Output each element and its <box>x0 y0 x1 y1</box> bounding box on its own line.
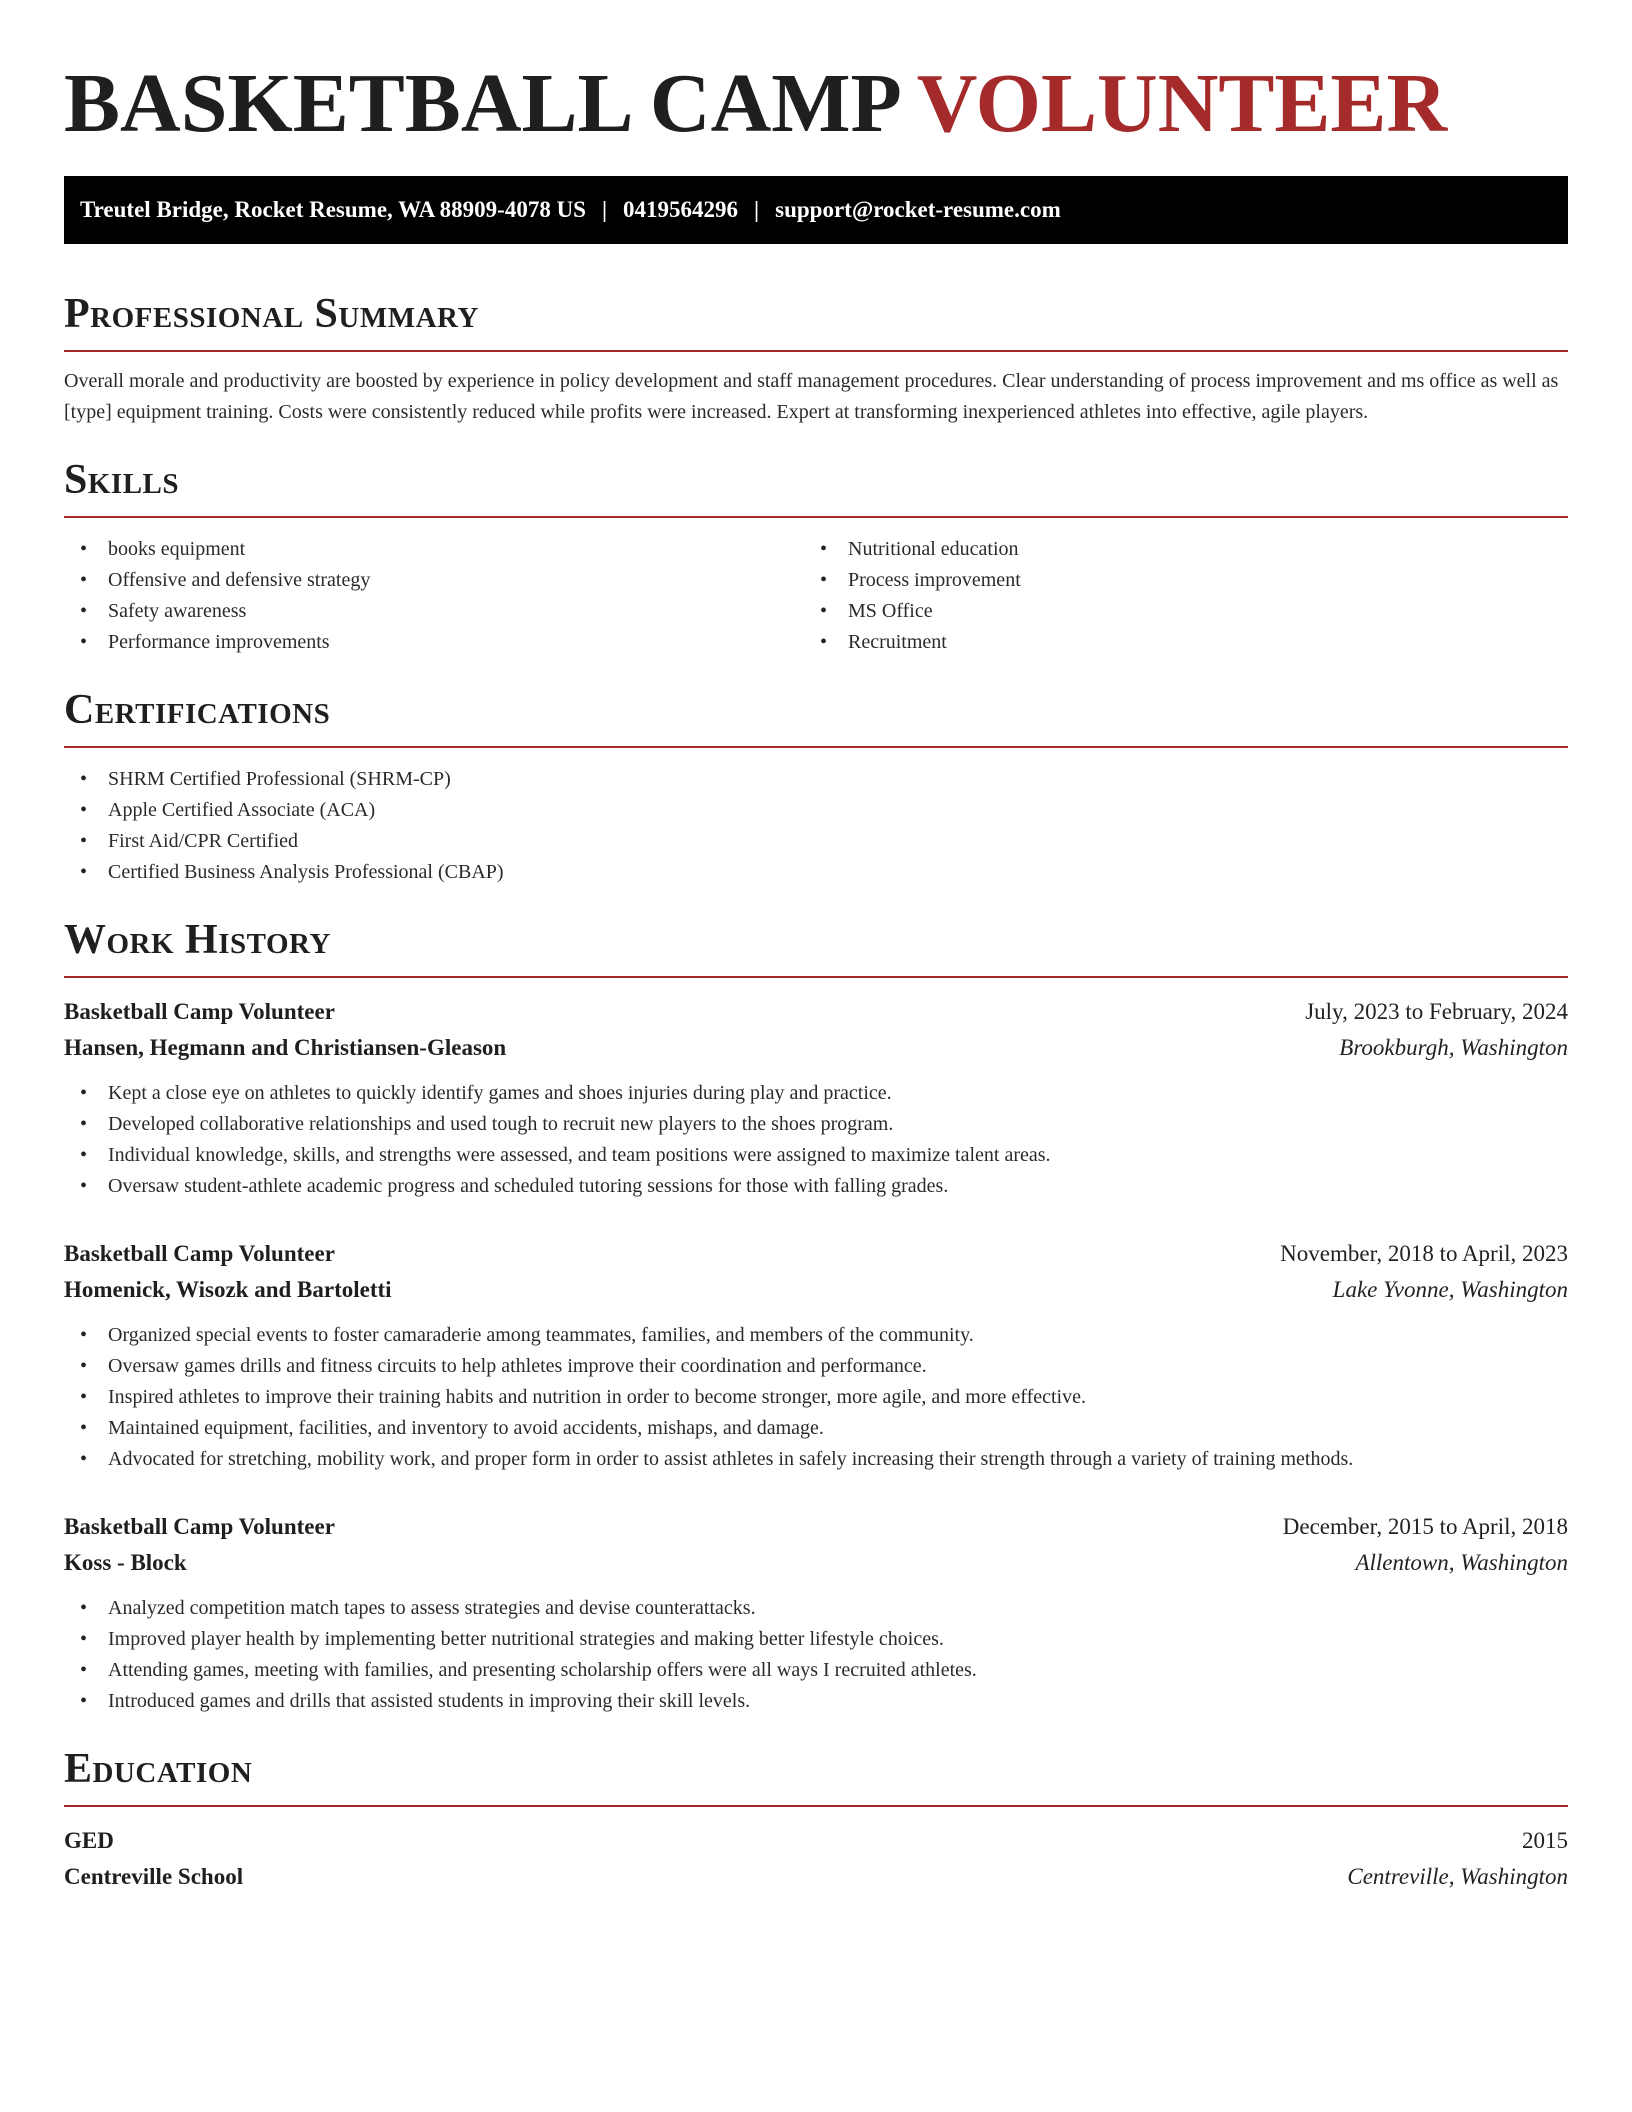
job-dates: November, 2018 to April, 2023 <box>1280 1241 1568 1266</box>
education-degree: GED <box>64 1828 114 1853</box>
skills-grid <box>64 534 1568 658</box>
certifications-list <box>64 764 1568 888</box>
job-duty: • Oversaw student-athlete academic progress and scheduled tutoring sessions for those with falling grades. <box>64 1171 1568 1202</box>
skills-column-right <box>804 534 1544 658</box>
education-school-row <box>64 1859 1568 1895</box>
education-school: Centreville School <box>64 1864 244 1889</box>
contact-bar <box>64 176 1568 244</box>
certification-item: • SHRM Certified Professional (SHRM-CP) <box>64 764 1568 795</box>
contact-phone: 0419564296 <box>623 197 739 222</box>
certifications-section <box>64 684 1568 888</box>
contact-separator: | <box>601 197 608 222</box>
section-heading-education: Education <box>64 1746 253 1792</box>
job-duty: • Attending games, meeting with families, and presenting scholarship offers were all ways I recruited athletes. <box>64 1655 1568 1686</box>
job-company: Hansen, Hegmann and Christiansen-Gleason <box>64 1035 507 1060</box>
section-divider <box>64 746 1568 748</box>
job-company-row <box>64 1545 1568 1581</box>
section-divider <box>64 976 1568 978</box>
certification-item: • Certified Business Analysis Professional (CBAP) <box>64 857 1568 888</box>
job-entry <box>64 1509 1568 1717</box>
title-accent: VOLUNTEER <box>916 57 1448 150</box>
education-section <box>64 1743 1568 1895</box>
skill-item: • Recruitment <box>804 627 1544 658</box>
skill-item: • books equipment <box>64 534 804 565</box>
contact-address: Treutel Bridge, Rocket Resume, WA 88909-4078 US <box>80 197 586 222</box>
skill-item: • Performance improvements <box>64 627 804 658</box>
job-header-row <box>64 1509 1568 1545</box>
job-dates: July, 2023 to February, 2024 <box>1305 999 1568 1024</box>
job-location: Lake Yvonne, Washington <box>1332 1277 1568 1302</box>
certification-item: • First Aid/CPR Certified <box>64 826 1568 857</box>
skill-item: • Safety awareness <box>64 596 804 627</box>
section-heading-work-history: Work History <box>64 917 331 963</box>
job-duty: • Individual knowledge, skills, and strengths were assessed, and team positions were assigned to maximize talent areas. <box>64 1140 1568 1171</box>
job-company: Homenick, Wisozk and Bartoletti <box>64 1277 392 1302</box>
skill-item: • MS Office <box>804 596 1544 627</box>
job-duties-list <box>64 1593 1568 1717</box>
job-dates: December, 2015 to April, 2018 <box>1282 1514 1568 1539</box>
job-company-row <box>64 1272 1568 1308</box>
skill-item: • Nutritional education <box>804 534 1544 565</box>
job-header-row <box>64 1236 1568 1272</box>
job-entry <box>64 994 1568 1202</box>
job-duty: • Advocated for stretching, mobility work, and proper form in order to assist athletes in safely increasing their strength through a variety of training methods. <box>64 1444 1568 1475</box>
section-divider <box>64 350 1568 352</box>
contact-email: support@rocket-resume.com <box>775 197 1061 222</box>
job-company: Koss - Block <box>64 1550 187 1575</box>
job-title: Basketball Camp Volunteer <box>64 999 335 1024</box>
section-divider <box>64 1805 1568 1807</box>
skill-item: • Offensive and defensive strategy <box>64 565 804 596</box>
job-duties-list <box>64 1320 1568 1475</box>
education-entry <box>64 1823 1568 1895</box>
job-location: Allentown, Washington <box>1355 1550 1568 1575</box>
job-company-row <box>64 1030 1568 1066</box>
job-location: Brookburgh, Washington <box>1339 1035 1568 1060</box>
job-title: Basketball Camp Volunteer <box>64 1514 335 1539</box>
work-history-section <box>64 914 1568 1717</box>
summary-text: Overall morale and productivity are boosted by experience in policy development and staff management procedures. Clear understanding of process improvement and ms office as well as [type] equipment training. Costs were consistently reduced while profits were increased. Expert at transforming inexperienced athletes into effective, agile players. <box>64 370 1559 423</box>
education-header-row <box>64 1823 1568 1859</box>
section-divider <box>64 516 1568 518</box>
job-duty: • Organized special events to foster camaraderie among teammates, families, and members of the community. <box>64 1320 1568 1351</box>
section-heading-certifications: Certifications <box>64 687 331 733</box>
job-duty: • Developed collaborative relationships and used tough to recruit new players to the shoes program. <box>64 1109 1568 1140</box>
job-duty: • Analyzed competition match tapes to assess strategies and devise counterattacks. <box>64 1593 1568 1624</box>
job-title: Basketball Camp Volunteer <box>64 1241 335 1266</box>
job-duty: • Inspired athletes to improve their training habits and nutrition in order to become stronger, more agile, and more effective. <box>64 1382 1568 1413</box>
job-entry <box>64 1236 1568 1475</box>
summary-section <box>64 288 1568 428</box>
job-duties-list <box>64 1078 1568 1202</box>
skills-column-left <box>64 534 804 658</box>
job-duty: • Maintained equipment, facilities, and inventory to avoid accidents, mishaps, and damage. <box>64 1413 1568 1444</box>
skills-section <box>64 454 1568 658</box>
education-location: Centreville, Washington <box>1347 1864 1568 1889</box>
job-header-row <box>64 994 1568 1030</box>
job-duty: • Improved player health by implementing better nutritional strategies and making better lifestyle choices. <box>64 1624 1568 1655</box>
resume-title <box>64 0 1568 154</box>
job-duty: • Introduced games and drills that assisted students in improving their skill levels. <box>64 1686 1568 1717</box>
job-duty: • Oversaw games drills and fitness circuits to help athletes improve their coordination and performance. <box>64 1351 1568 1382</box>
title-main: BASKETBALL CAMP <box>64 57 898 150</box>
contact-separator: | <box>754 197 760 222</box>
resume-page <box>64 0 1568 1895</box>
section-heading-skills: Skills <box>64 457 180 503</box>
section-heading-summary: Professional Summary <box>64 291 479 337</box>
education-year: 2015 <box>1522 1828 1568 1853</box>
certification-item: • Apple Certified Associate (ACA) <box>64 795 1568 826</box>
job-duty: • Kept a close eye on athletes to quickly identify games and shoes injuries during play and practice. <box>64 1078 1568 1109</box>
skill-item: • Process improvement <box>804 565 1544 596</box>
